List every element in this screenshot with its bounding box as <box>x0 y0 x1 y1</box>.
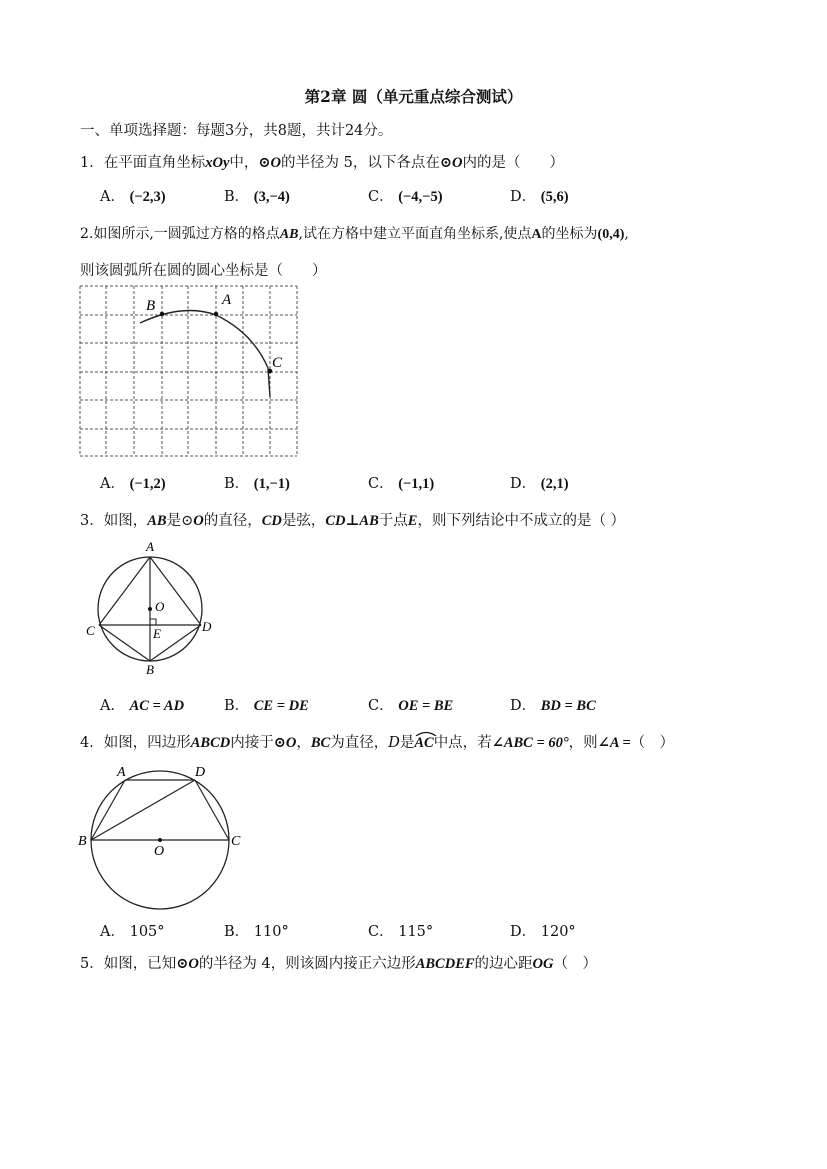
q2-option-d[interactable]: D． (2,1) <box>510 476 569 492</box>
q2-label-c: C <box>272 355 283 371</box>
q5-number: 5． <box>80 956 104 972</box>
q2-arc <box>140 311 270 398</box>
q3-label-d: D <box>202 619 212 634</box>
q2-option-b[interactable]: B． (1,−1) <box>224 476 290 492</box>
page-title: 第2章 圆（单元重点综合测试） <box>304 87 523 106</box>
q2-number: 2. <box>80 226 94 242</box>
section-heading: 一、单项选择题：每题3分，共8题，共计24分。 <box>80 123 393 139</box>
q2-point-a <box>214 312 219 317</box>
q4-label-d: D <box>195 765 206 780</box>
q3-center-point <box>148 607 152 611</box>
q1-number: 1． <box>80 155 104 171</box>
q3-option-d[interactable]: D． BD = BC <box>510 698 596 714</box>
q2-option-a[interactable]: A． (−1,2) <box>100 476 166 492</box>
question-2: 2.如图所示,一圆弧过方格的格点AB,试在方格中建立平面直角坐标系,使点A的坐标为(0,4), <box>80 226 629 242</box>
question-1: 1．在平面直角坐标xOy中，⊙O的半径为 5，以下各点在⊙O内的是（ ） <box>80 155 564 171</box>
question-5: 5．如图，已知⊙O的半径为 4，则该圆内接正六边形ABCDEF的边心距OG（ ） <box>80 956 597 972</box>
q2-grid-figure <box>78 283 303 463</box>
q4-option-b[interactable]: B． 110° <box>224 924 289 940</box>
q2-point-b <box>160 312 165 317</box>
q1-option-b[interactable]: B． (3,−4) <box>224 189 290 205</box>
arc-mark-icon <box>414 730 438 736</box>
q4-option-d[interactable]: D． 120° <box>510 924 576 940</box>
q4-label-b: B <box>78 834 87 849</box>
q3-label-c: C <box>86 623 95 638</box>
question-4: 4．如图，四边形ABCD内接于⊙O，BC为直径，D是 AC中点，若∠ABC = 60°，则∠A =（ ） <box>80 731 674 752</box>
q4-arc-ac: AC <box>414 735 433 752</box>
q3-number: 3． <box>80 513 104 529</box>
q3-label-e: E <box>153 626 161 641</box>
q3-label-a: A <box>146 539 154 554</box>
q1-option-c[interactable]: C． (−4,−5) <box>368 189 443 205</box>
q3-circle-figure <box>80 537 220 677</box>
q4-circle-figure <box>75 762 250 912</box>
question-3: 3．如图，AB是⊙O的直径，CD是弦，CD⊥AB于点E，则下列结论中不成立的是（ ） <box>80 513 626 529</box>
q3-option-a[interactable]: A． AC = AD <box>100 698 185 714</box>
q3-label-o: O <box>155 599 165 614</box>
q4-label-c: C <box>231 834 241 849</box>
q2-option-c[interactable]: C． (−1,1) <box>368 476 435 492</box>
q4-option-c[interactable]: C． 115° <box>368 924 434 940</box>
q4-center-point <box>158 838 162 842</box>
q3-label-b: B <box>146 662 154 677</box>
q4-label-o: O <box>154 844 165 859</box>
q4-label-a: A <box>117 765 126 780</box>
q2-label-b: B <box>146 298 156 314</box>
q4-number: 4． <box>80 735 104 751</box>
q4-option-a[interactable]: A． 105° <box>100 924 165 940</box>
q2-label-a: A <box>222 292 232 308</box>
q3-option-b[interactable]: B． CE = DE <box>224 698 309 714</box>
q1-option-a[interactable]: A． (−2,3) <box>100 189 166 205</box>
q3-option-c[interactable]: C． OE = BE <box>368 698 454 714</box>
q2-line-2: 则该圆弧所在圆的圆心坐标是（ ） <box>80 263 327 279</box>
q1-option-d[interactable]: D． (5,6) <box>510 189 569 205</box>
